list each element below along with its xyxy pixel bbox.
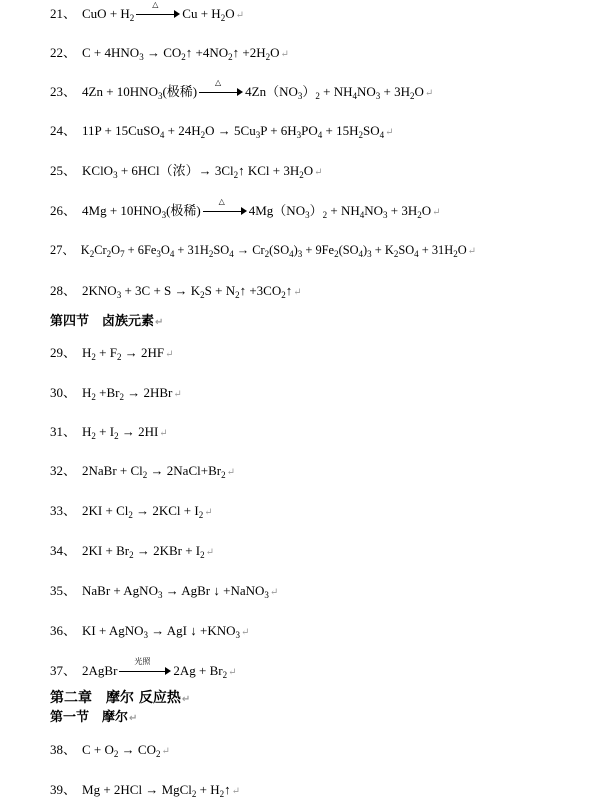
equation-31: $H_2 + I_2 \to 2HI$ xyxy=(82,424,159,441)
equation-line-23: 23、 $4Zn + 10HNO_3$(极稀) △ $4Zn(NO_3)_2 + NH_4NO_3$ + $3H_2O↵$ xyxy=(50,78,434,101)
equation-37: 2AgBr 光照 $2Ag + Br_2$ xyxy=(82,657,228,680)
paragraph-mark: ↵ xyxy=(235,10,244,21)
chapter-heading: 第二章 摩尔 反应热↵ xyxy=(50,690,191,706)
equation-33: $2KI + Cl_2 \to 2KCl + I_2$ xyxy=(82,503,204,520)
equation-32: 2NaBr + $Cl_2$ → $2NaCl+Br_2$ xyxy=(82,463,226,480)
equation-line-21 xyxy=(50,0,244,24)
equation-line-30: 30、 $H_2 +Br_2$ → 2HBr↵ xyxy=(50,385,182,402)
equation-25: KClO$_3$ + 6HCl（浓）→ $3Cl_2↑$ KCl + $3H_2O$ xyxy=(82,163,314,180)
equation-line-34: 34、 $2KI + Br_2 \to 2KBr$ + $I_2↵$ xyxy=(50,543,215,560)
equation-24: 11P + 15CuSO$_4$ + $24H_2O \to 5Cu_3P + 6H_3PO_4 + 15H_2SO_4$ xyxy=(82,123,385,140)
equation-34: $2KI + Br_2 \to 2KBr + I_2$ xyxy=(82,543,205,560)
equation-22: $C + 4HNO_3$ → $CO_2↑$ $+4NO_2↑ +2H_2O$ xyxy=(82,45,280,62)
heat-arrow: △ xyxy=(199,84,243,98)
equation-27: $K_2Cr_2O_7 + 6Fe_3O_4 + 31H_2SO_4 \to Cr_2(SO_4)_3 + 9Fe_2(SO_4)_3 + K_2SO_4 + 31H_2O$ xyxy=(80,243,467,259)
equation-line-29: 29、 $H_2 + F_2$ → 2HF↵ xyxy=(50,345,174,362)
light-arrow: 光照 xyxy=(119,663,171,677)
equation-line-22: 22、 $C + 4HNO_3$ → $CO_2↑$ $+4NO_2↑$ $+2H_2O↵$ xyxy=(50,45,289,62)
equation-30: $H_2 +Br_2 \to 2HBr$ xyxy=(82,385,173,402)
separator: 、 xyxy=(63,6,77,21)
equation-line-31: 31、 $H_2 + I_2$ → 2HI↵ xyxy=(50,424,168,441)
equation-28: $2KNO_3 + 3C + S \to K_2S$ + $N_2↑$ $+3CO_2↑$ xyxy=(82,283,293,300)
equation-number: 22 xyxy=(50,45,63,60)
equation-line-38: 38、 $C + O_2$ → $CO_2↵$ xyxy=(50,742,170,759)
equation-line-27: 27、 $K_2Cr_2O_7 + 6Fe_3O_4 + 31H_2SO_4 \to Cr_2(SO_4)_3 + 9Fe_2(SO_4)_3 + K_2SO_4$ + $31H_2O↵$ xyxy=(50,243,477,259)
section-heading: 第一节 摩尔↵ xyxy=(50,710,138,725)
equation-29: $H_2 + F_2 \to 2HF$ xyxy=(82,345,165,362)
equation-26: $4Mg + 10HNO_3$(极稀) △ $4Mg(NO_3)_2 + NH_4NO_3 + 3H_2O$ xyxy=(82,197,432,220)
heat-arrow: △ xyxy=(136,6,180,20)
equation-number: 21 xyxy=(50,6,63,21)
equation-39: Mg + 2HCl → MgCl$_2$ + $H_2↑$ xyxy=(82,782,231,799)
equation-line-25: 25、 KClO$_3$ + 6HCl（浓）→ $3Cl_2↑$ KCl + $3H_2O↵$ xyxy=(50,163,323,180)
equation-38: $C + O_2 \to CO_2$ xyxy=(82,742,161,759)
equation-line-33: 33、 $2KI + Cl_2 \to 2KCl$ + $I_2↵$ xyxy=(50,503,213,520)
equation-line-39: 39、 Mg + 2HCl → MgCl$_2$ + $H_2↑↵$ xyxy=(50,782,241,799)
equation-line-24: 24、 11P + 15CuSO$_4$ + $24H_2O \to 5Cu_3P + 6H_3PO_4$ + $15H_2SO_4↵$ xyxy=(50,123,394,140)
section-heading: 第四节 卤族元素↵ xyxy=(50,314,164,329)
equation-23: $4Zn + 10HNO_3$(极稀) △ $4Zn(NO_3)_2 + NH_4NO_3 + 3H_2O$ xyxy=(82,78,424,101)
equation-line-36: 36、 KI + AgNO$_3$ → AgI ↓ $+KNO_3↵$ xyxy=(50,623,250,640)
equation-21: CuO + $H_2$ △ $Cu + H_2O$ xyxy=(82,0,235,23)
equation-line-35: 35、 NaBr + AgNO$_3$ → AgBr ↓ +NaNO$_3$↵ xyxy=(50,583,279,600)
heat-arrow: △ xyxy=(203,203,247,217)
equation-line-28: 28、 $2KNO_3 + 3C + S \to K_2S$ + $N_2↑$ $+3CO_2↑↵$ xyxy=(50,283,302,300)
equation-36: KI + AgNO$_3$ → AgI ↓ $+KNO_3$ xyxy=(82,623,241,640)
equation-line-32: 32、 2NaBr + $Cl_2$ → $2NaCl+Br_2↵$ xyxy=(50,463,235,480)
equation-35: NaBr + AgNO$_3$ → AgBr ↓ +NaNO$_3$ xyxy=(82,583,269,600)
equation-line-26: 26、 $4Mg + 10HNO_3$(极稀) △ $4Mg(NO_3)_2 + NH_4NO_3$ + $3H_2O↵$ xyxy=(50,197,441,220)
equation-line-37: 37、 2AgBr 光照 $2Ag + Br_2↵$ xyxy=(50,657,237,680)
